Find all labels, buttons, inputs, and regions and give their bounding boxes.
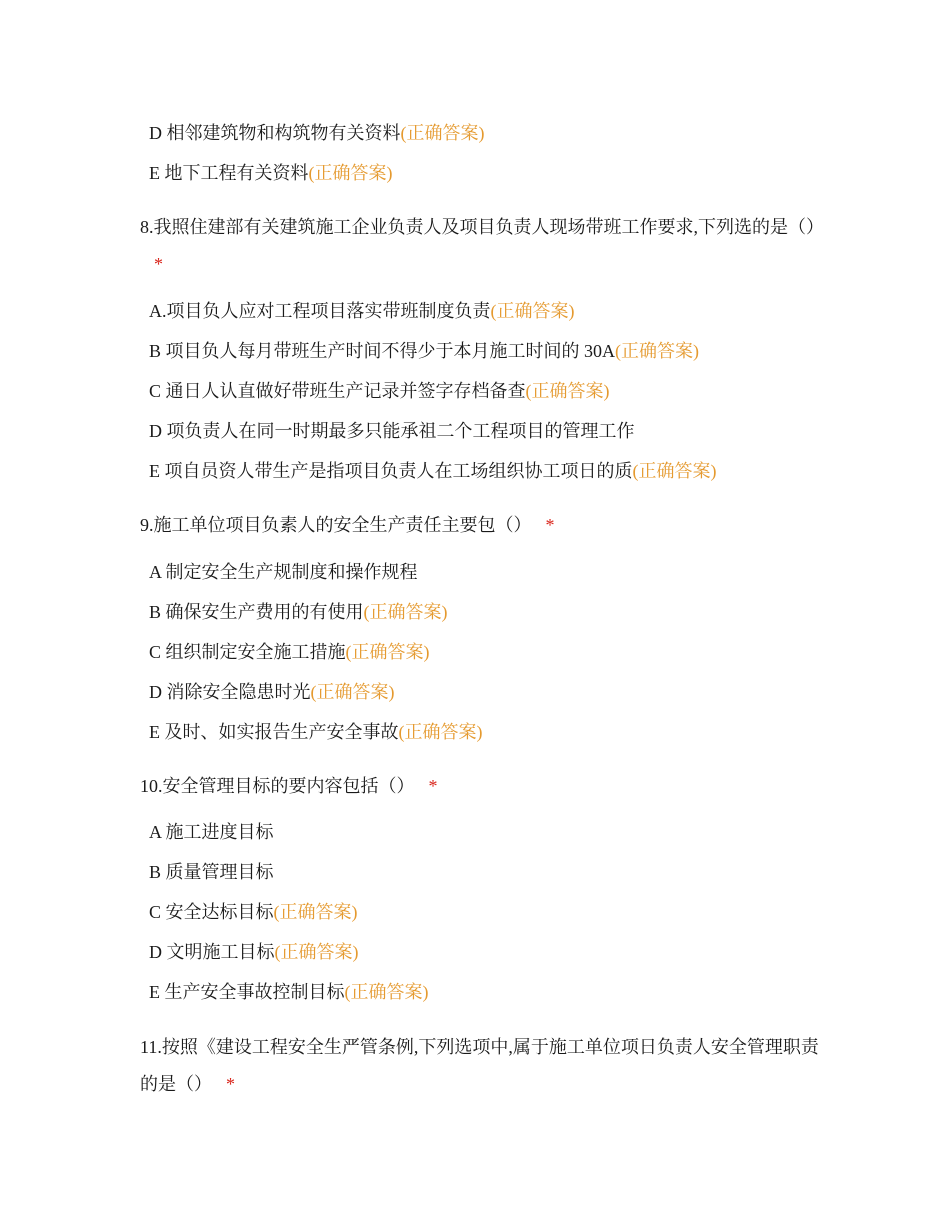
question-9-option-b[interactable] <box>149 600 448 624</box>
option-text: D 消除安全隐患时光 <box>149 682 311 702</box>
question-text: 8.我照住建部有关建筑施工企业负责人及项目负责人现场带班工作要求,下列选的是（） <box>140 217 824 237</box>
correct-answer-tag: (正确答案) <box>310 682 395 702</box>
correct-answer-tag: (正确答案) <box>363 602 448 622</box>
prev-question-option-d[interactable] <box>149 121 485 145</box>
question-9-option-d[interactable] <box>149 680 395 704</box>
option-text: B 质量管理目标 <box>149 862 274 882</box>
option-text: A 施工进度目标 <box>149 822 274 842</box>
correct-answer-tag: (正确答案) <box>632 461 717 481</box>
question-9-option-c[interactable] <box>149 640 430 664</box>
question-10-option-e[interactable] <box>149 980 429 1004</box>
option-text: D 项负责人在同一时期最多只能承祖二个工程项目的管理工作 <box>149 421 635 441</box>
question-9-option-a[interactable] <box>149 560 418 584</box>
option-text: C 组织制定安全施工措施 <box>149 642 346 662</box>
option-text: C 通日人认直做好带班生产记录并签字存档备查 <box>149 381 526 401</box>
question-8-option-e[interactable] <box>149 459 717 483</box>
option-text: D 文明施工目标 <box>149 942 275 962</box>
required-asterisk: * <box>428 776 438 796</box>
correct-answer-tag: (正确答案) <box>525 381 610 401</box>
correct-answer-tag: (正确答案) <box>398 722 483 742</box>
correct-answer-tag: (正确答案) <box>400 123 485 143</box>
option-text: E 项自员资人带生产是指项目负责人在工场组织协工项日的质 <box>149 461 633 481</box>
option-text: C 安全达标目标 <box>149 902 274 922</box>
question-10-option-c[interactable] <box>149 900 358 924</box>
correct-answer-tag: (正确答案) <box>273 902 358 922</box>
option-text: B 确保安生产费用的有使用 <box>149 602 364 622</box>
question-10-title <box>140 768 820 805</box>
required-asterisk: * <box>154 254 163 274</box>
question-9-option-e[interactable] <box>149 720 483 744</box>
option-text: B 项目负人每月带班生产时间不得少于本月施工时间的 30A <box>149 341 616 361</box>
correct-answer-tag: (正确答案) <box>615 341 700 361</box>
question-9-title <box>140 507 820 544</box>
question-text: 10.安全管理目标的要内容包括（） <box>140 776 415 796</box>
correct-answer-tag: (正确答案) <box>274 942 359 962</box>
required-asterisk: * <box>545 515 555 535</box>
option-text: E 生产安全事故控制目标 <box>149 982 345 1002</box>
correct-answer-tag: (正确答案) <box>345 642 430 662</box>
option-text: A.项目负人应对工程项目落实带班制度负责 <box>149 301 491 321</box>
question-8-option-d[interactable] <box>149 419 635 443</box>
required-asterisk: * <box>226 1074 235 1094</box>
question-8-option-c[interactable] <box>149 379 610 403</box>
option-text: D 相邻建筑物和构筑物有关资料 <box>149 123 401 143</box>
option-text: E 地下工程有关资料 <box>149 163 309 183</box>
correct-answer-tag: (正确答案) <box>308 163 393 183</box>
question-10-option-d[interactable] <box>149 940 359 964</box>
correct-answer-tag: (正确答案) <box>490 301 575 321</box>
question-text: 9.施工单位项目负素人的安全生产责任主要包（） <box>140 515 532 535</box>
question-10-option-a[interactable] <box>149 820 274 844</box>
question-8-option-b[interactable] <box>149 339 699 363</box>
option-text: E 及时、如实报告生产安全事故 <box>149 722 399 742</box>
question-8-option-a[interactable] <box>149 299 575 323</box>
option-text: A 制定安全生产规制度和操作规程 <box>149 562 418 582</box>
question-text: 11.按照《建设工程安全生严管条例,下列选项中,属于施工单位项日负责人安全管理职责的是（） <box>140 1037 819 1094</box>
correct-answer-tag: (正确答案) <box>344 982 429 1002</box>
prev-question-option-e[interactable] <box>149 161 393 185</box>
question-11-title <box>140 1029 820 1103</box>
question-8-title <box>140 209 824 283</box>
question-10-option-b[interactable] <box>149 860 274 884</box>
